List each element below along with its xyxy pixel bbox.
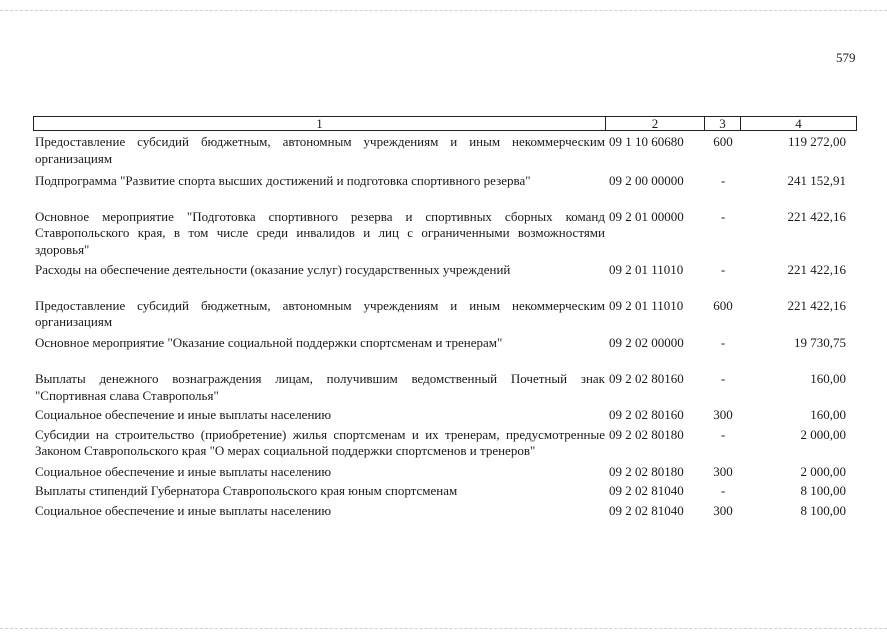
row-amount: 2 000,00 [800, 463, 846, 479]
table-row [35, 371, 855, 404]
row-code: 09 2 02 80160 [609, 371, 684, 386]
table-row [35, 483, 855, 500]
row-name: Основное мероприятие "Подготовка спортивного резерва и спортивных сборных команд Ставропольского края, в том числе среди инвалидов и лиц с ограниченными возможностями здоровья" [35, 208, 605, 257]
row-code: 09 2 01 11010 [609, 262, 684, 277]
row-name: Предоставление субсидий бюджетным, автономным учреждениям и иным некоммерческим организациям [35, 134, 605, 166]
table-row [35, 503, 855, 520]
row-type: - [720, 371, 726, 386]
row-amount: 160,00 [810, 407, 846, 422]
row-type: 300 [713, 407, 733, 422]
row-type: - [720, 173, 726, 188]
row-name: Подпрограмма "Развитие спорта высших достижений и подготовка спортивного резерва" [35, 173, 531, 188]
row-amount: 8 100,00 [800, 502, 846, 518]
header-col-2: 2 [606, 117, 705, 130]
row-code: 09 2 00 00000 [609, 173, 684, 188]
table-row [35, 427, 855, 460]
row-amount: 221 422,16 [787, 208, 846, 224]
table-row [35, 298, 855, 331]
row-code: 09 1 10 60680 [609, 134, 684, 149]
row-amount: 221 422,16 [787, 262, 846, 277]
row-type: 600 [713, 297, 733, 313]
row-name: Выплаты денежного вознаграждения лицам, получившим ведомственный Почетный знак "Спортивная слава Ставрополья" [35, 371, 605, 403]
header-col-1: 1 [34, 117, 606, 130]
table-row [35, 262, 855, 279]
table-row [35, 464, 855, 481]
row-name: Субсидии на строительство (приобретение) жилья спортсменам и их тренерам, предусмотренные Законом Ставропольского края "О мерах социальной поддержки спортсменов и тренеров" [35, 426, 605, 458]
row-type: - [720, 262, 726, 277]
row-code: 09 2 02 00000 [609, 334, 684, 350]
row-amount: 2 000,00 [800, 426, 846, 442]
row-code: 09 2 02 81040 [609, 502, 684, 518]
row-name: Основное мероприятие "Оказание социальной поддержки спортсменам и тренерам" [35, 334, 503, 350]
row-name: Социальное обеспечение и иные выплаты населению [35, 407, 332, 422]
page-number: 579 [836, 50, 856, 65]
row-type: - [720, 426, 726, 442]
row-name: Предоставление субсидий бюджетным, автономным учреждениям и иным некоммерческим организациям [35, 297, 605, 329]
row-amount: 221 422,16 [787, 297, 846, 313]
row-code: 09 2 01 11010 [609, 297, 684, 313]
table-row [35, 335, 855, 352]
scan-edge-top [0, 10, 887, 12]
table-row [35, 407, 855, 424]
table-row [35, 134, 855, 167]
row-amount: 241 152,91 [787, 173, 846, 188]
row-type: 300 [713, 502, 733, 518]
row-type: - [720, 208, 726, 224]
row-amount: 119 272,00 [787, 134, 846, 149]
row-amount: 8 100,00 [800, 483, 846, 498]
table-body [35, 134, 855, 519]
row-code: 09 2 02 80180 [609, 463, 684, 479]
row-type: 300 [713, 463, 733, 479]
row-code: 09 2 02 81040 [609, 483, 684, 498]
header-col-3: 3 [705, 117, 741, 130]
row-name: Социальное обеспечение и иные выплаты населению [35, 463, 332, 479]
row-code: 09 2 02 80160 [609, 407, 684, 422]
row-type: 600 [713, 134, 733, 149]
table-row [35, 209, 855, 259]
row-name: Социальное обеспечение и иные выплаты населению [35, 502, 332, 518]
row-code: 09 2 01 00000 [609, 208, 684, 224]
row-code: 09 2 02 80180 [609, 426, 684, 442]
row-type: - [720, 334, 726, 350]
row-name: Расходы на обеспечение деятельности (оказание услуг) государственных учреждений [35, 262, 511, 277]
row-amount: 160,00 [810, 371, 846, 386]
row-name: Выплаты стипендий Губернатора Ставропольского края юным спортсменам [35, 483, 458, 498]
table-header [33, 116, 857, 131]
scan-edge-bottom [0, 628, 887, 630]
row-type: - [720, 483, 726, 498]
table-row [35, 173, 855, 190]
row-amount: 19 730,75 [794, 334, 846, 350]
header-col-4: 4 [795, 116, 802, 131]
